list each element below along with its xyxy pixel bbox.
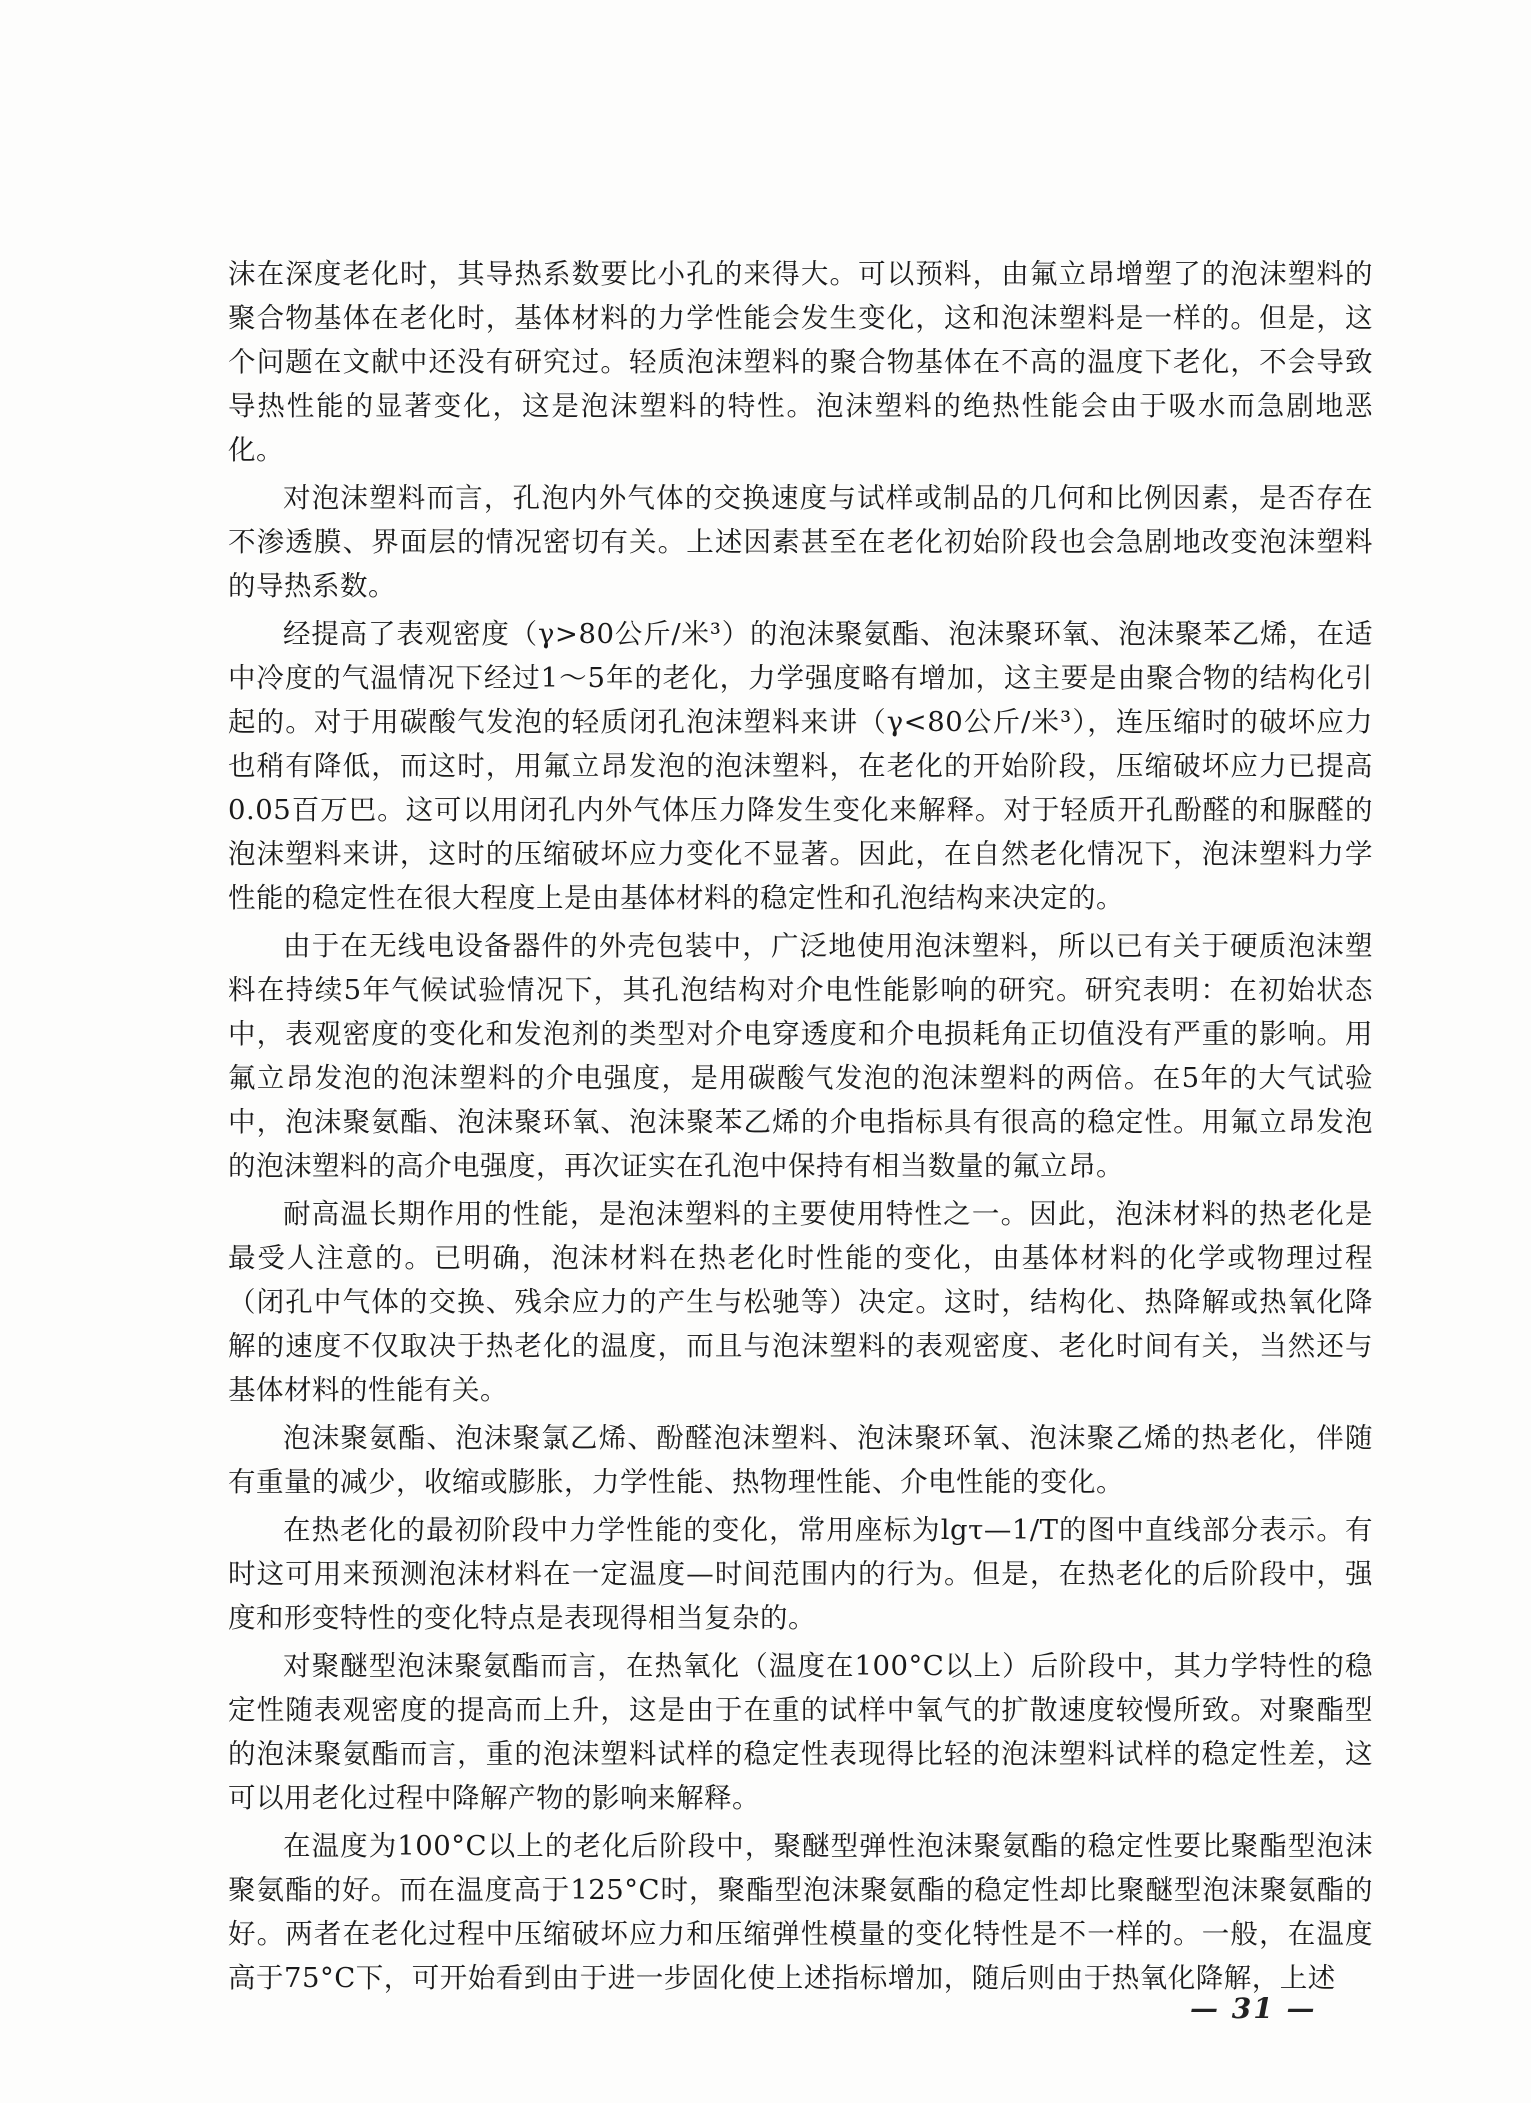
paragraph-3: 经提高了表观密度（γ>80公斤/米³）的泡沫聚氨酯、泡沫聚环氧、泡沫聚苯乙烯，在适中冷度的气温情况下经过1～5年的老化，力学强度略有增加，这主要是由聚合物的结构化引起的。对于用碳酸气发泡的轻质闭孔泡沫塑料来讲（γ<80公斤/米³），连压缩时的破坏应力也稍有降低，而这时，用氟立昂发泡的泡沫塑料，在老化的开始阶段，压缩破坏应力已提高0.05百万巴。这可以用闭孔内外气体压力降发生变化来解释。对于轻质开孔酚醛的和脲醛的泡沫塑料来讲，这时的压缩破坏应力变化不显著。因此，在自然老化情况下，泡沫塑料力学性能的稳定性在很大程度上是由基体材料的稳定性和孔泡结构来决定的。 [228, 618, 1373, 914]
paragraph-2: 对泡沫塑料而言，孔泡内外气体的交换速度与试样或制品的几何和比例因素，是否存在不渗透膜、界面层的情况密切有关。上述因素甚至在老化初始阶段也会急剧地改变泡沫塑料的导热系数。 [228, 482, 1373, 602]
paragraph-8: 对聚醚型泡沫聚氨酯而言，在热氧化（温度在100°C以上）后阶段中，其力学特性的稳定性随表观密度的提高而上升，这是由于在重的试样中氧气的扩散速度较慢所致。对聚酯型的泡沫聚氨酯而言，重的泡沫塑料试样的稳定性表现得比轻的泡沫塑料试样的稳定性差，这可以用老化过程中降解产物的影响来解释。 [228, 1650, 1373, 1814]
page-number: — 31 — [1190, 1992, 1317, 2025]
paragraph-5: 耐高温长期作用的性能，是泡沫塑料的主要使用特性之一。因此，泡沫材料的热老化是最受人注意的。已明确，泡沫材料在热老化时性能的变化，由基体材料的化学或物理过程（闭孔中气体的交换、残余应力的产生与松驰等）决定。这时，结构化、热降解或热氧化降解的速度不仅取决于热老化的温度，而且与泡沫塑料的表观密度、老化时间有关，当然还与基体材料的性能有关。 [228, 1198, 1373, 1406]
paragraph-4: 由于在无线电设备器件的外壳包装中，广泛地使用泡沫塑料，所以已有关于硬质泡沫塑料在持续5年气候试验情况下，其孔泡结构对介电性能影响的研究。研究表明：在初始状态中，表观密度的变化和发泡剂的类型对介电穿透度和介电损耗角正切值没有严重的影响。用氟立昂发泡的泡沫塑料的介电强度，是用碳酸气发泡的泡沫塑料的两倍。在5年的大气试验中，泡沫聚氨酯、泡沫聚环氧、泡沫聚苯乙烯的介电指标具有很高的稳定性。用氟立昂发泡的泡沫塑料的高介电强度，再次证实在孔泡中保持有相当数量的氟立昂。 [228, 930, 1373, 1182]
paragraph-1: 沫在深度老化时，其导热系数要比小孔的来得大。可以预料，由氟立昂增塑了的泡沫塑料的聚合物基体在老化时，基体材料的力学性能会发生变化，这和泡沫塑料是一样的。但是，这个问题在文献中还没有研究过。轻质泡沫塑料的聚合物基体在不高的温度下老化，不会导致导热性能的显著变化，这是泡沫塑料的特性。泡沫塑料的绝热性能会由于吸水而急剧地恶化。 [228, 258, 1373, 466]
paragraph-6: 泡沫聚氨酯、泡沫聚氯乙烯、酚醛泡沫塑料、泡沫聚环氧、泡沫聚乙烯的热老化，伴随有重量的减少，收缩或膨胀，力学性能、热物理性能、介电性能的变化。 [228, 1422, 1373, 1498]
body-text [228, 252, 1373, 2004]
paragraph-9: 在温度为100°C以上的老化后阶段中，聚醚型弹性泡沫聚氨酯的稳定性要比聚酯型泡沫聚氨酯的好。而在温度高于125°C时，聚酯型泡沫聚氨酯的稳定性却比聚醚型泡沫聚氨酯的好。两者在老化过程中压缩破坏应力和压缩弹性模量的变化特性是不一样的。一般，在温度高于75°C下，可开始看到由于进一步固化使上述指标增加，随后则由于热氧化降解，上述 [228, 1830, 1373, 1994]
paragraph-7: 在热老化的最初阶段中力学性能的变化，常用座标为lgτ—1/T的图中直线部分表示。有时这可用来预测泡沫材料在一定温度—时间范围内的行为。但是，在热老化的后阶段中，强度和形变特性的变化特点是表现得相当复杂的。 [228, 1514, 1373, 1634]
